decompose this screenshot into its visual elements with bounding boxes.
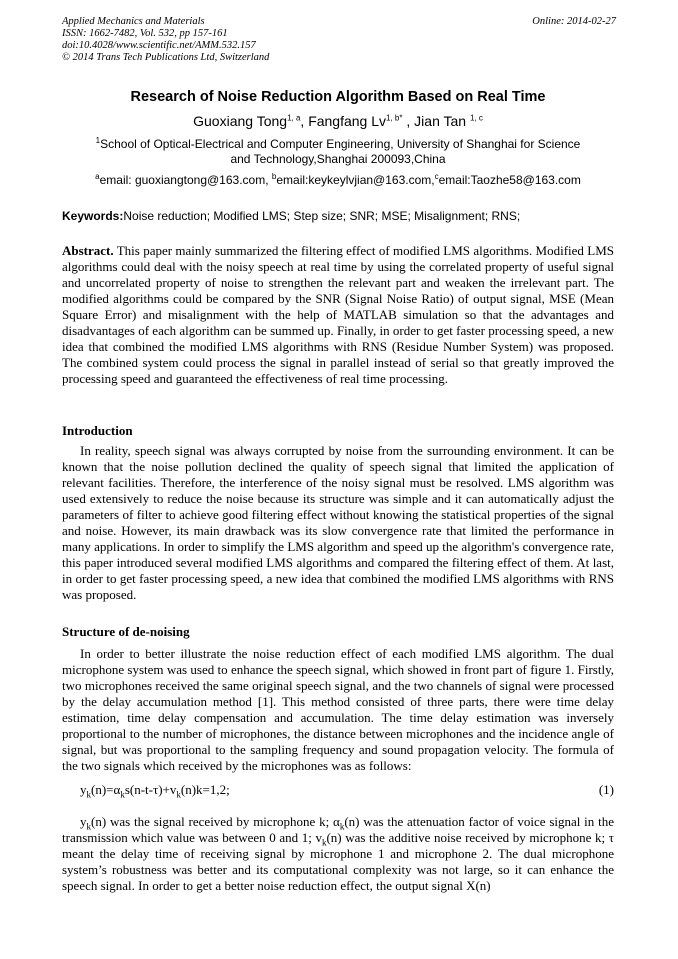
author-name: Fangfang Lv [308, 113, 387, 129]
structure-text: In order to better illustrate the noise reduction effect of each modified LMS algorithm. The dual microphone system was used to enhance the speech signal, which showed in front part of figure 1. Firstly, two microphones received the same original speech signal, and the two channels of signal were processed by the delay accumulation method [1]. This method consisted of three parts, there were time delay estimation, time delay compensation and accumulation. The time delay estimation was inversely proportional to the number of microphones, the distance between microphones and the incidence angle of signal, but was proportional to the sampling frequency and sound propagation velocity. The formula of the two signals which received by the microphones was as follows: [62, 646, 614, 773]
equation-explanation: $y_k(n)$ was the signal received by microphone k; $\alpha_k(n)$ was the attenuation factor of voice signal in the transmission which value was between 0 and 1; $v_k(n)$ was the additive noise received by microphone k; τ meant the delay time of receiving signal by microphone 1 and microphone 2. The dual microphone system’s robustness was better and its computational complexity was not large, so it can enhance the speech signal. In order to get a better noise reduction effect, the output signal X(n) [62, 814, 614, 893]
equation-1 [80, 782, 614, 798]
paper-title: Research of Noise Reduction Algorithm Based on Real Time [130, 89, 546, 105]
copyright: © 2014 Trans Tech Publications Ltd, Switzerland [62, 52, 270, 63]
equation-body: $y_k(n)=\alpha_ks(n-t-\tau)+v_k(n)k=1,2$; [80, 782, 230, 800]
affiliation [92, 137, 584, 167]
equation-number: (1) [598, 782, 614, 797]
section-heading-introduction: Introduction [62, 423, 133, 438]
author-sup: 1, c [469, 113, 483, 123]
email-a: email: guoxiangtong@163.com, [99, 173, 272, 187]
keywords-label: Keywords: [62, 209, 124, 223]
affiliation-text: School of Optical-Electrical and Computer Engineering, University of Shanghai for Science and Technology,Shanghai 200093,China [100, 137, 581, 166]
author-sup: 1, a [287, 113, 301, 123]
keywords [62, 209, 614, 223]
abstract-text: This paper mainly summarized the filtering effect of modified LMS algorithms. Modified LMS algorithms could deal with the noisy speech at real time by using the correlated property of useful signal and uncorrelated property of noise to strengthen the relevant part and weaken the irrelevant part. The modified algorithms could be compared by the SNR (Signal Noise Ratio) of output signal, MSE (Mean Square Error) and misalignment with the help of MATLAB simulation so that the advantages and disadvantages of each algorithm can be summed up. Finally, in order to get faster processing speed, a new idea that combined the modified LMS algorithms with RNS (Residue Number System) was proposed. The combined system could process the signal in parallel instead of serial so that greatly improved the processing speed and guaranteed the effectiveness of real time processing. [62, 243, 614, 386]
author-sup: 1, b* [386, 113, 403, 123]
author-name: Jian Tan [414, 113, 467, 129]
introduction-text: In reality, speech signal was always corrupted by noise from the surrounding environment. It can be known that the noise pollution declined the quality of speech signal that limited the application of relevant facilities. Therefore, the interference of the noisy signal must be resolved. LMS algorithm was used extensively to reduce the noise because its structure was simple and it can automatically adjust the parameters of filter to achieve good filtering effect without knowing the statistical properties of the signal and noise. However, its main drawback was its slow convergence rate that limited the performance in many applications. In order to simplify the LMS algorithm and speed up the algorithm's convergence rate, this paper introduced several modified LMS algorithms and compared the filtering effect of them. At last, in order to get faster processing speed, a new idea that combined the modified LMS algorithms with RNS was proposed. [62, 443, 614, 602]
author-list: Guoxiang Tong$^{1, a}$, Fangfang $Lv^{1, b*}$ , Jian Tan $^{1, c}$ [193, 113, 483, 129]
keywords-text: Noise reduction; Modified LMS; Step size; SNR; MSE; Misalignment; RNS; [123, 209, 521, 223]
section-heading-structure: Structure of de-noising [62, 624, 190, 639]
structure-body [62, 646, 614, 774]
abstract [62, 243, 614, 387]
introduction-body [62, 443, 614, 603]
author-name: Guoxiang Tong [193, 113, 288, 129]
online-date: Online: 2014-02-27 [532, 16, 616, 27]
email-b: email:keykeylvjian@163.com, [276, 173, 435, 187]
email-line: $^a$email: guoxiangtong@163.com, $^b$email:keykeylvjian@163.com,$^c$email:Taozhe58@163.com [95, 172, 581, 187]
journal-header [62, 16, 269, 64]
affiliation-sup: 1 [95, 136, 101, 145]
issn: ISSN: 1662-7482, Vol. 532, pp 157-161 [62, 28, 228, 39]
doi: doi:10.4028/www.scientific.net/AMM.532.157 [62, 40, 256, 51]
email-c: email:Taozhe58@163.com [438, 173, 581, 187]
journal-name: Applied Mechanics and Materials [62, 16, 205, 27]
abstract-label: Abstract. [62, 243, 114, 258]
